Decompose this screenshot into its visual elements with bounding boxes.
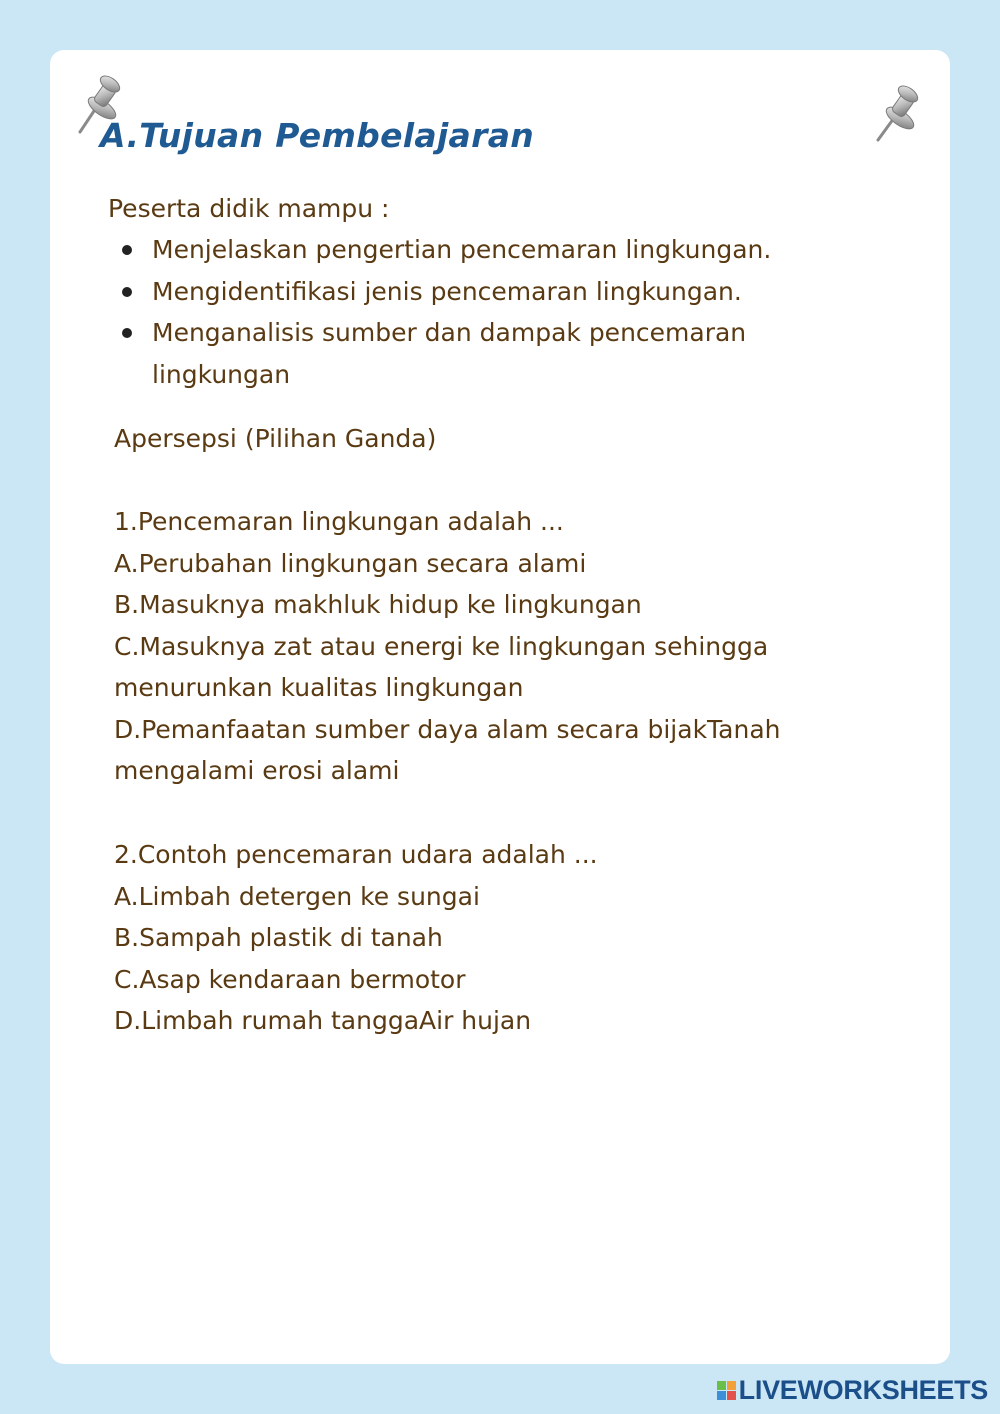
objectives-list	[108, 229, 868, 395]
option-a: A.Limbah detergen ke sungai	[114, 881, 480, 911]
objective-text: Menganalisis sumber dan dampak pencemaran lingkungan	[152, 318, 747, 389]
watermark-text: LIVEWORKSHEETS	[738, 1375, 988, 1405]
page-title: A.Tujuan Pembelajaran	[100, 116, 535, 155]
list-item	[108, 312, 868, 395]
option-b: B.Masuknya makhluk hidup ke lingkungan	[114, 590, 642, 619]
option-d: D.Pemanfaatan sumber daya alam secara bijakTanah mengalami erosi alami	[114, 714, 781, 785]
liveworksheets-watermark	[717, 1375, 988, 1406]
question-block	[114, 501, 874, 792]
push-pin-icon	[870, 80, 922, 150]
option-d: D.Limbah rumah tanggaAir hujan	[114, 1006, 532, 1035]
question-text: 2.Contoh pencemaran udara adalah ...	[114, 840, 598, 869]
bullet-icon	[122, 328, 132, 338]
option-a: A.Perubahan lingkungan secara alami	[114, 548, 587, 578]
list-item	[108, 229, 868, 271]
section-heading: Apersepsi (Pilihan Ganda)	[114, 424, 437, 453]
option-c: C.Masuknya zat atau energi ke lingkungan sehingga menurunkan kualitas lingkungan	[114, 631, 769, 702]
intro-text: Peserta didik mampu :	[108, 194, 390, 223]
objective-text: Menjelaskan pengertian pencemaran lingkungan.	[152, 235, 772, 264]
question-block	[114, 834, 874, 1042]
list-item	[108, 271, 868, 313]
bullet-icon	[122, 245, 132, 255]
liveworksheets-logo-icon	[717, 1381, 736, 1400]
question-text: 1.Pencemaran lingkungan adalah ...	[114, 507, 564, 536]
option-c: C.Asap kendaraan bermotor	[114, 964, 466, 994]
option-b: B.Sampah plastik di tanah	[114, 923, 443, 952]
objective-text: Mengidentifikasi jenis pencemaran lingkungan.	[152, 276, 742, 306]
bullet-icon	[122, 287, 132, 297]
